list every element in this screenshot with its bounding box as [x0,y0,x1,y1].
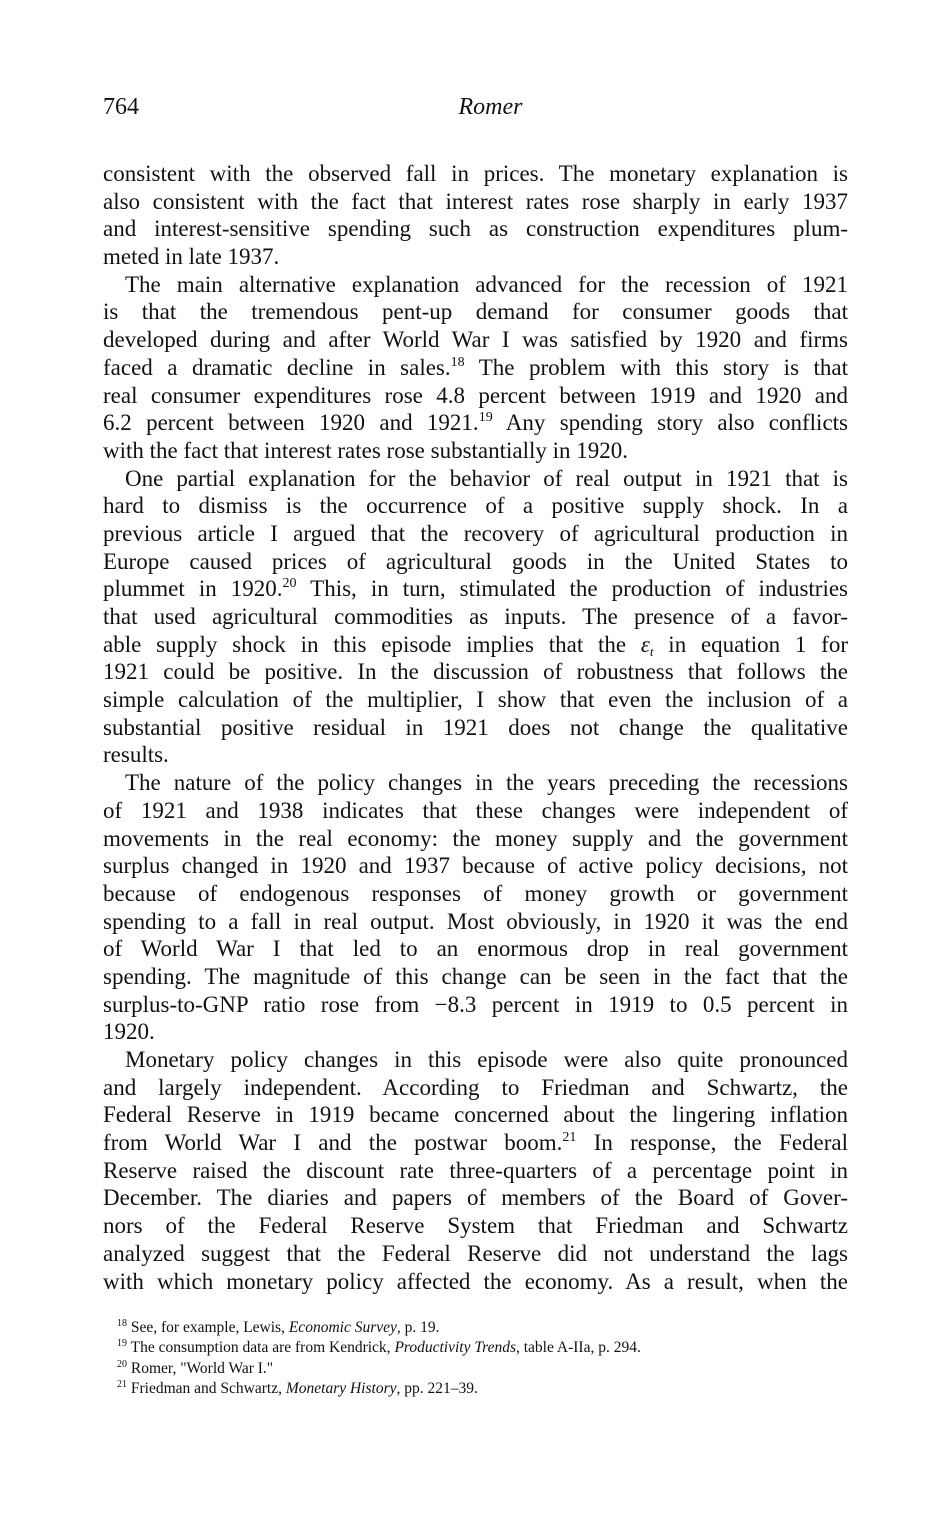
text-line: of 1921 and 1938 indicates that these changes were independent of [103,797,848,823]
body-text [103,160,848,1295]
text-run: from World War I and the postwar boom. [103,1130,563,1156]
text-run: The consumption data are from Kendrick, [127,1339,395,1357]
footnote-ref: 18 [117,1318,127,1329]
text-line: The nature of the policy changes in the years preceding the recessions [125,770,848,796]
text-run: Any spending story also conflicts [492,410,848,436]
text-run: , pp. 221–39. [396,1379,478,1397]
text-line [103,631,848,659]
text-run: In response, the Federal [576,1130,848,1156]
text-line: spending to a fall in real output. Most obviously, in 1920 it was the end [103,908,848,934]
text-line: and interest-sensitive spending such as construction expenditures plum- [103,216,848,242]
paragraph [103,1046,848,1295]
text-run: plummet in 1920. [103,576,283,602]
paragraph [103,160,848,271]
footnote-ref: 19 [117,1338,127,1350]
text-run: The problem with this story is that [464,354,848,380]
text-run: See, for example, Lewis, [127,1319,289,1336]
text-line: previous article I argued that the recovery of agricultural production in [103,520,848,546]
text-line: substantial positive residual in 1921 does not change the qualitative [103,714,848,740]
text-line: real consumer expenditures rose 4.8 percent between 1919 and 1920 and [103,382,848,408]
italic-text: Economic Survey [288,1319,397,1336]
text-run: faced a dramatic decline in sales. [103,354,451,380]
text-line: Reserve raised the discount rate three-quarters of a percentage point in [103,1157,848,1183]
text-line: with which monetary policy affected the economy. As a result, when the [103,1268,848,1294]
text-line: The main alternative explanation advanced for the recession of 1921 [125,271,848,297]
running-title: Romer [458,94,523,120]
text-line [103,354,848,382]
text-line: consistent with the observed fall in prices. The monetary explanation is [103,161,848,186]
text-run: able supply shock in this episode implies that the [103,631,641,657]
footnote [103,1359,848,1379]
italic-text: ε [640,631,650,657]
text-line: with the fact that interest rates rose substantially in 1920. [103,437,629,463]
text-run: Friedman and Schwartz, [127,1379,286,1397]
footnote [103,1338,848,1358]
footnote-ref: 20 [282,576,297,592]
text-line: simple calculation of the multiplier, I show that even the inclusion of a [103,687,848,713]
text-line: surplus-to-GNP ratio rose from −8.3 percent in 1919 to 0.5 percent in [103,991,848,1017]
text-line: Federal Reserve in 1919 became concerned about the lingering inflation [103,1102,848,1128]
text-line: hard to dismiss is the occurrence of a positive supply shock. In a [103,493,848,519]
paragraph [103,465,848,770]
text-line: 1920. [103,1019,155,1045]
text-line: Europe caused prices of agricultural goods in the United States to [103,548,848,574]
text-line: results. [103,742,169,768]
text-line [103,409,848,437]
text-run: , p. 19. [396,1319,440,1336]
footnote [103,1318,848,1338]
text-line: movements in the real economy: the money supply and the government [103,825,848,851]
text-line: 1921 could be positive. In the discussion of robustness that follows the [103,659,848,685]
paragraph [103,769,848,1046]
text-line: surplus changed in 1920 and 1937 because of active policy decisions, not [103,853,848,879]
subscript: t [649,643,654,659]
footnotes [103,1318,848,1399]
text-run: , table A-IIa, p. 294. [516,1339,641,1357]
footnote-ref: 21 [117,1378,127,1390]
text-line: analyzed suggest that the Federal Reserve did not understand the lags [103,1240,848,1266]
text-line: spending. The magnitude of this change can be seen in the fact that the [103,963,848,989]
page-number: 764 [103,94,139,120]
footnote-ref: 20 [117,1358,127,1370]
text-line: also consistent with the fact that interest rates rose sharply in early 1937 [103,188,848,214]
footnote-ref: 21 [562,1130,577,1146]
footnote [103,1379,848,1399]
text-line: of World War I that led to an enormous drop in real government [103,936,848,962]
text-line [103,575,848,603]
text-line: One partial explanation for the behavior of real output in 1921 that is [125,465,848,491]
text-line: developed during and after World War I was satisfied by 1920 and firms [103,327,848,353]
text-line: meted in late 1937. [103,244,280,270]
text-line [103,1129,848,1157]
text-line: December. The diaries and papers of members of the Board of Gover- [103,1185,848,1211]
text-line: is that the tremendous pent-up demand for consumer goods that [103,299,848,325]
italic-text: Monetary History [285,1379,397,1397]
text-line: and largely independent. According to Friedman and Schwartz, the [103,1074,848,1100]
text-line: because of endogenous responses of money growth or government [103,880,848,906]
text-run: 6.2 percent between 1920 and 1921. [103,410,479,436]
text-run: in equation 1 for [653,631,848,657]
text-line: nors of the Federal Reserve System that Friedman and Schwartz [103,1213,848,1239]
text-run: Romer, "World War I." [127,1359,274,1377]
text-line: that used agricultural commodities as inputs. The presence of a favor- [103,604,848,629]
footnote-ref: 19 [478,410,493,426]
italic-text: Productivity Trends [394,1339,516,1357]
footnote-ref: 18 [450,354,465,370]
paragraph [103,271,848,465]
text-run: This, in turn, stimulated the production of industries [296,576,848,602]
text-line: Monetary policy changes in this episode were also quite pronounced [125,1047,848,1072]
running-header [103,94,848,124]
